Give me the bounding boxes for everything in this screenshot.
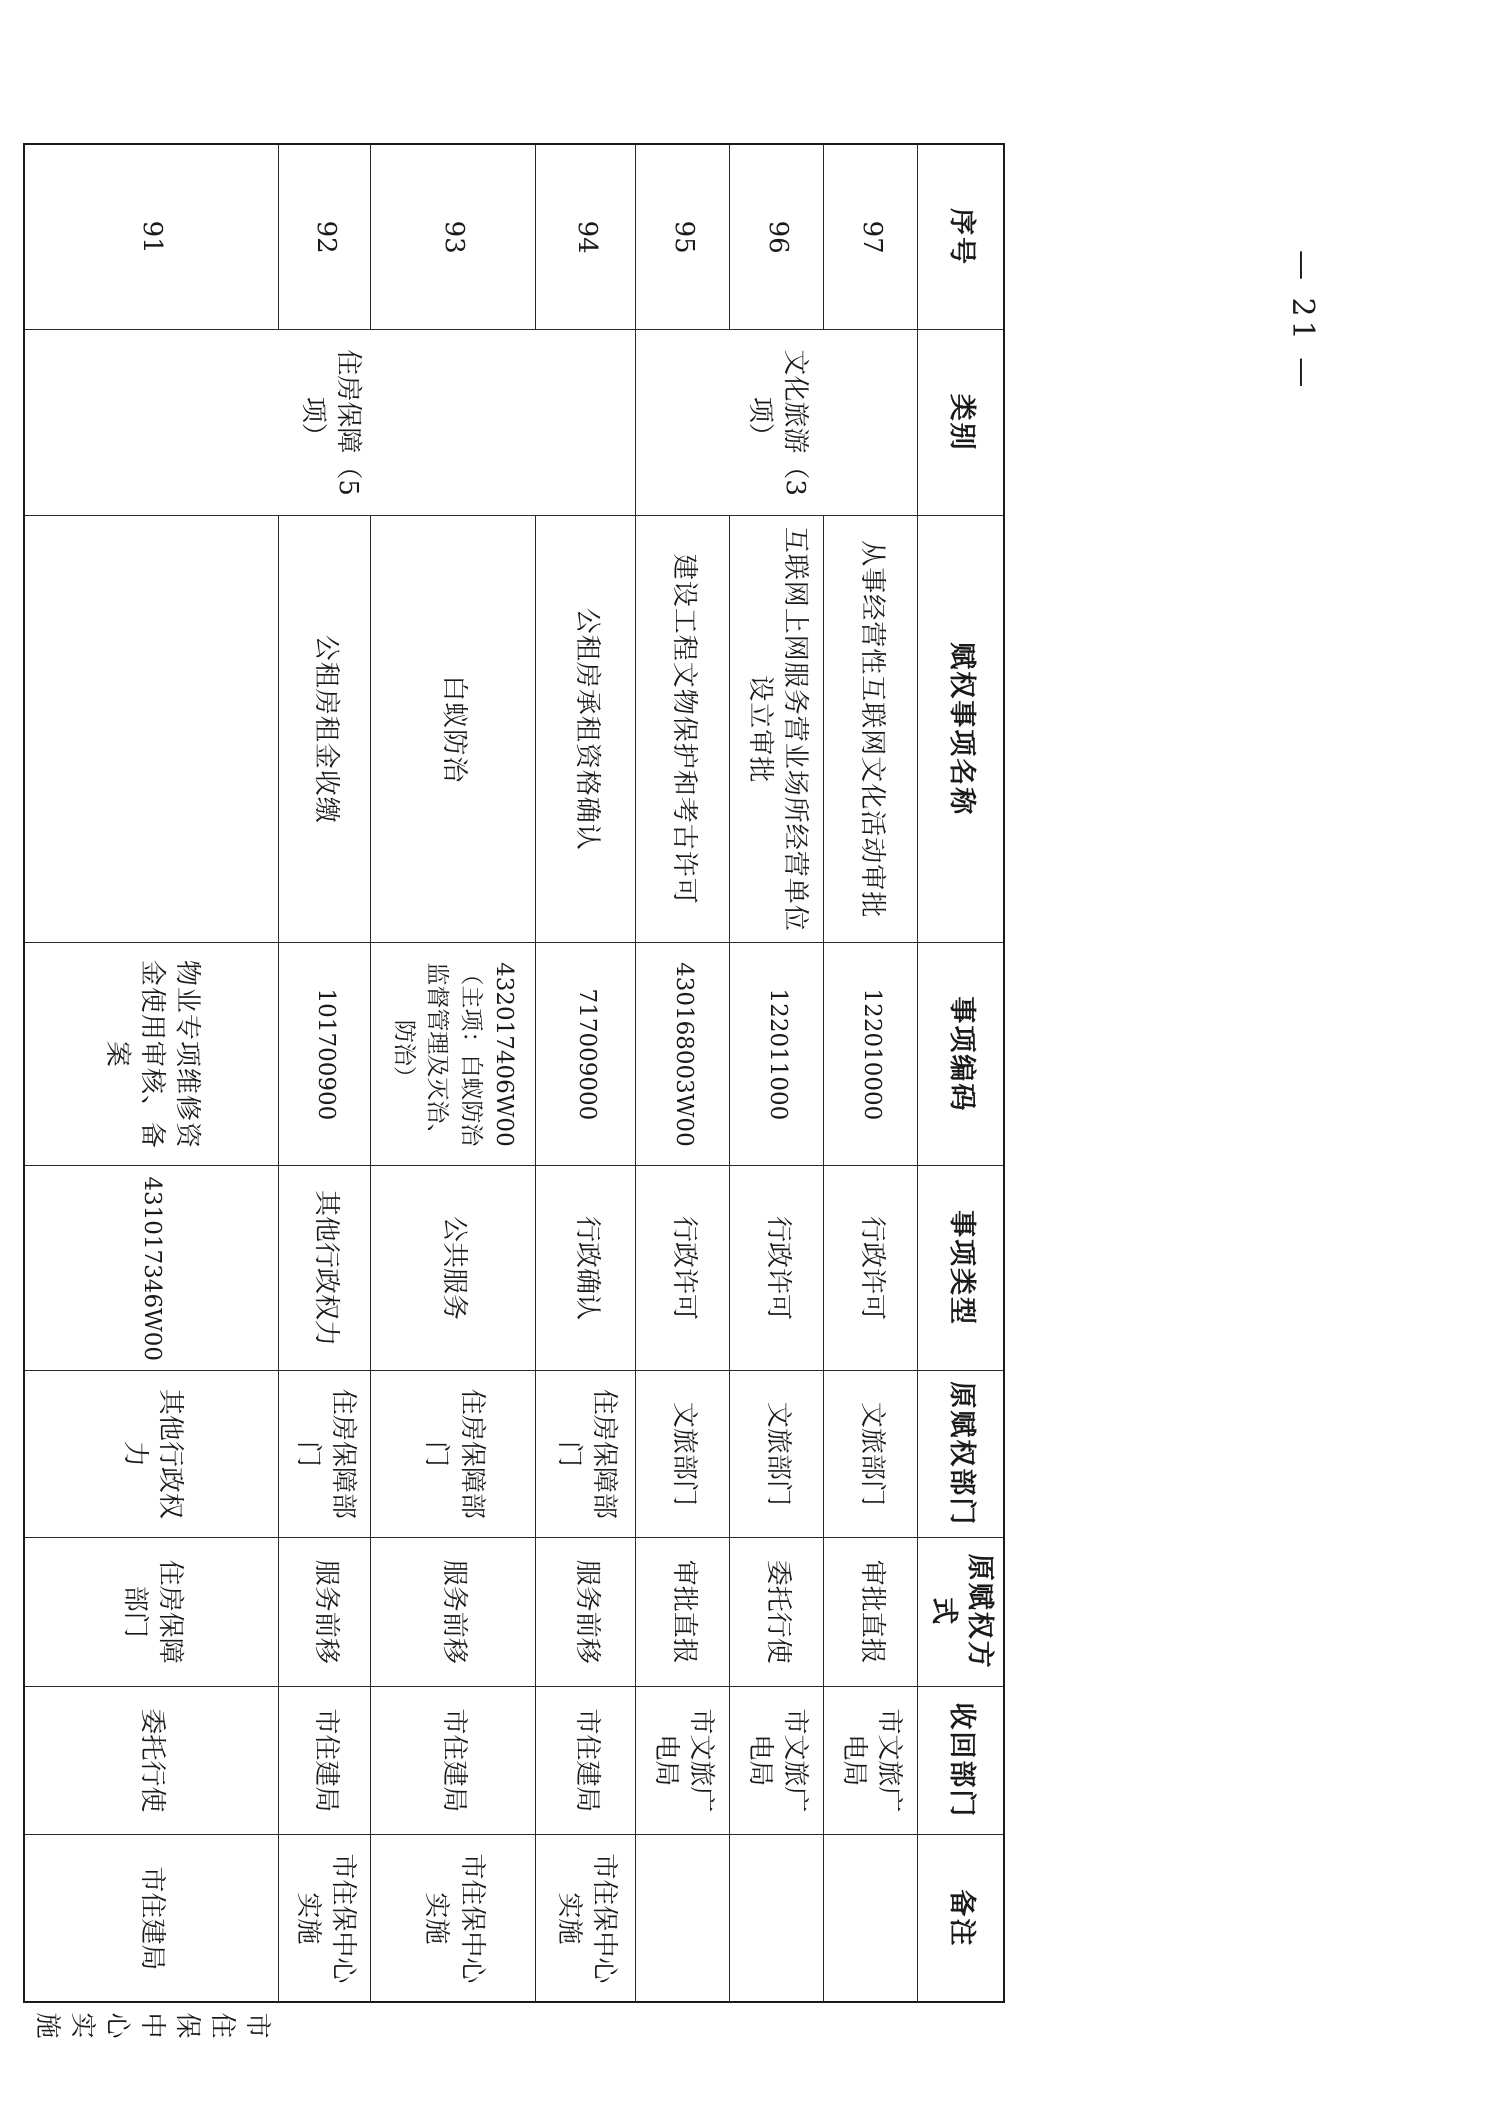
cell-recall-dept: 市文旅广电局 xyxy=(824,1686,918,1835)
cell-seq: 91 xyxy=(24,144,279,330)
authority-table xyxy=(23,143,1005,2039)
cell-name: 物业专项维修资金使用审核、备案 xyxy=(24,943,279,1166)
header-recall-dept: 收回部门 xyxy=(918,1686,1004,1835)
cell-orig-dept: 住房保障部门 xyxy=(371,1370,536,1537)
header-category: 类别 xyxy=(918,330,1004,516)
cell-recall-dept: 市文旅广电局 xyxy=(730,1686,824,1835)
cell-seq: 94 xyxy=(536,144,636,330)
page-number: — 21 — xyxy=(1285,250,1320,392)
cell-type: 行政许可 xyxy=(636,1166,730,1370)
cell-orig-dept: 文旅部门 xyxy=(824,1370,918,1537)
cell-orig-mode: 服务前移 xyxy=(371,1537,536,1686)
cell-seq: 96 xyxy=(730,144,824,330)
cell-recall-dept: 市住建局 xyxy=(536,1686,636,1835)
cell-type: 其他行政权力 xyxy=(279,1166,371,1370)
cell-recall-dept: 市住建局 xyxy=(371,1686,536,1835)
cell-seq: 92 xyxy=(279,144,371,330)
cell-type: 行政确认 xyxy=(536,1166,636,1370)
header-orig-dept: 原赋权部门 xyxy=(918,1370,1004,1537)
cell-remark: 市住保中心实施 xyxy=(371,1835,536,2002)
cell-orig-mode: 服务前移 xyxy=(536,1537,636,1686)
header-type: 事项类型 xyxy=(918,1166,1004,1370)
cell-seq: 95 xyxy=(636,144,730,330)
header-name: 赋权事项名称 xyxy=(918,516,1004,943)
header-row xyxy=(918,144,1004,2002)
cell-code: 101700900 xyxy=(279,943,371,1166)
cell-recall-dept: 市住建局 xyxy=(279,1686,371,1835)
cell-remark xyxy=(730,1835,824,2002)
cell-orig-mode: 服务前移 xyxy=(279,1537,371,1686)
table-container xyxy=(31,143,1005,2039)
cell-orig-dept: 住房保障部门 xyxy=(24,1537,279,1686)
cell-orig-mode: 委托行使 xyxy=(24,1686,279,1835)
cell-type: 其他行政权力 xyxy=(24,1370,279,1537)
cell-name: 从事经营性互联网文化活动审批 xyxy=(824,516,918,943)
cell-orig-dept: 文旅部门 xyxy=(730,1370,824,1537)
cell-code: 430168003W00 xyxy=(636,943,730,1166)
cell-type: 行政许可 xyxy=(824,1166,918,1370)
cell-name: 建设工程文物保护和考古许可 xyxy=(636,516,730,943)
cell-code: 122011000 xyxy=(730,943,824,1166)
cell-type: 行政许可 xyxy=(730,1166,824,1370)
cell-name: 公租房承租资格确认 xyxy=(536,516,636,943)
table-row xyxy=(536,144,636,2002)
cell-seq: 97 xyxy=(824,144,918,330)
cell-remark: 市住保中心实施 xyxy=(279,1835,371,2002)
cell-orig-mode: 委托行使 xyxy=(730,1537,824,1686)
header-remark: 备注 xyxy=(918,1835,1004,2002)
cell-orig-dept: 住房保障部门 xyxy=(536,1370,636,1537)
table-row xyxy=(824,144,918,2002)
cell-code: 717009000 xyxy=(536,943,636,1166)
cell-code: 432017406W00（主项：白蚁防治监督管理及灭治、防治） xyxy=(371,943,536,1166)
header-seq: 序号 xyxy=(918,144,1004,330)
cell-name: 公租房租金收缴 xyxy=(279,516,371,943)
cell-orig-mode: 审批直报 xyxy=(636,1537,730,1686)
cell-category: 住房保障（5项） xyxy=(24,330,636,516)
cell-orig-mode: 审批直报 xyxy=(824,1537,918,1686)
cell-orig-dept: 文旅部门 xyxy=(636,1370,730,1537)
cell-remark xyxy=(636,1835,730,2002)
cell-remark xyxy=(824,1835,918,2002)
cell-recall-dept: 市住建局 xyxy=(24,1835,279,2002)
cell-code: 431017346W00 xyxy=(24,1166,279,1370)
cell-category xyxy=(24,516,279,943)
header-code: 事项编码 xyxy=(918,943,1004,1166)
cell-seq: 93 xyxy=(371,144,536,330)
cell-code: 122010000 xyxy=(824,943,918,1166)
header-orig-mode: 原赋权方式 xyxy=(918,1537,1004,1686)
cell-category: 文化旅游（3项） xyxy=(636,330,918,516)
cell-type: 公共服务 xyxy=(371,1166,536,1370)
cell-name: 白蚁防治 xyxy=(371,516,536,943)
cell-recall-dept: 市文旅广电局 xyxy=(636,1686,730,1835)
cell-remark: 市住保中心实施 xyxy=(536,1835,636,2002)
cell-name: 互联网上网服务营业场所经营单位设立审批 xyxy=(730,516,824,943)
cell-orig-dept: 住房保障部门 xyxy=(279,1370,371,1537)
